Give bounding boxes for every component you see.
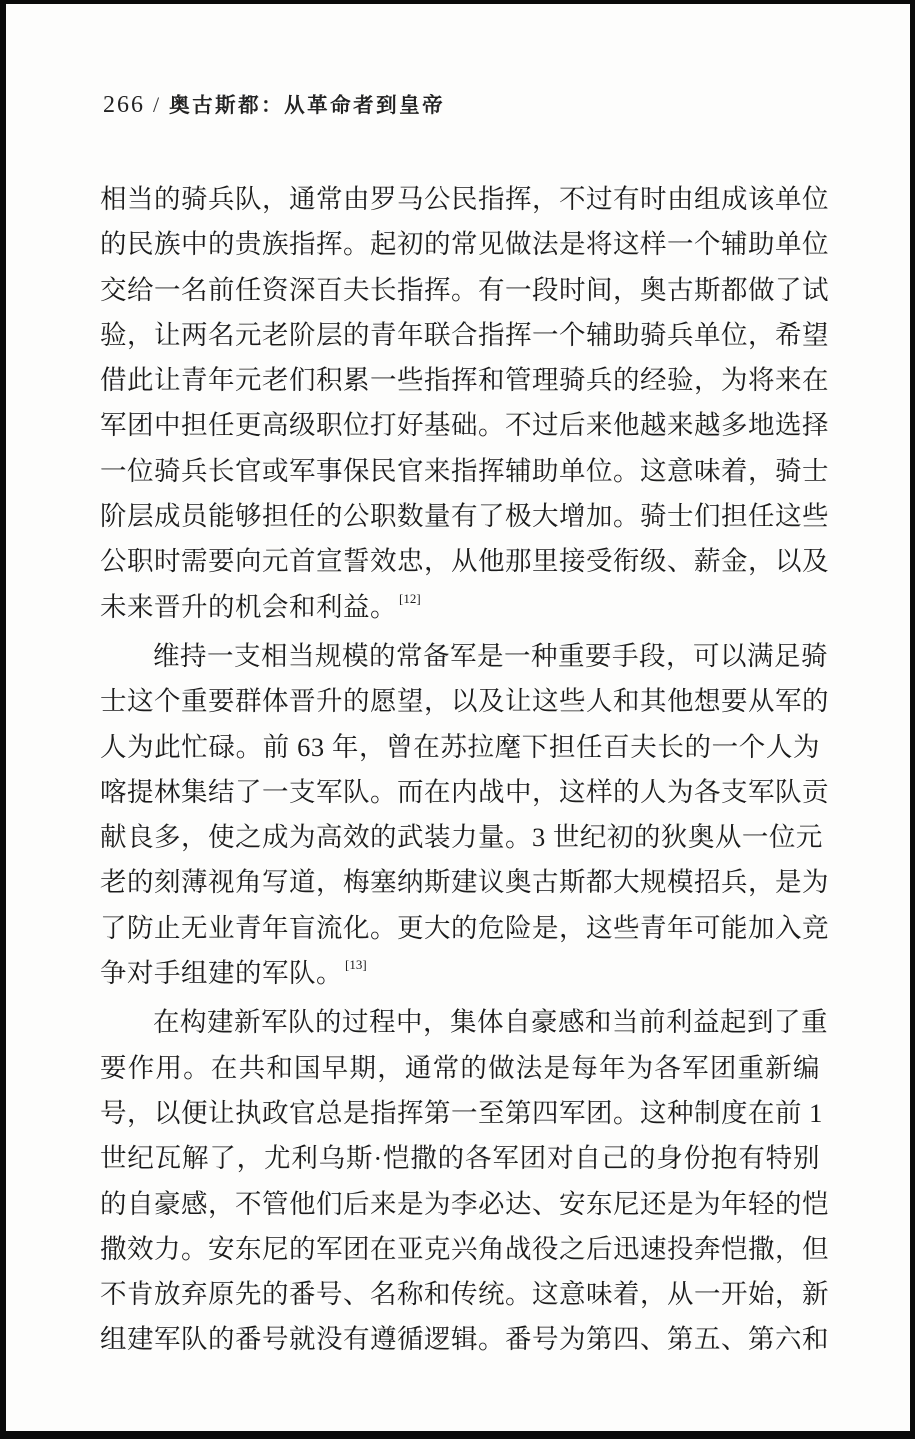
text-line [100, 313, 829, 358]
page-number: 266 [103, 92, 145, 118]
line-text: 相当的骑兵队，通常由罗马公民指挥，不过有时由组成该单位 [100, 184, 829, 214]
line-text: 借此让青年元老们积累一些指挥和管理骑兵的经验，为将来在 [100, 365, 829, 396]
footnote-marker: [12] [399, 590, 421, 606]
text-line [100, 403, 829, 448]
line-text: 老的刻薄视角写道，梅塞纳斯建议奥古斯都大规模招兵，是为 [100, 867, 829, 898]
header-separator: / [153, 92, 160, 117]
text-line [100, 268, 829, 313]
line-text: 喀提林集结了一支军队。而在内战中，这样的人为各支军队贡 [100, 776, 829, 807]
line-text: 维持一支相当规模的常备军是一种重要手段，可以满足骑 [153, 640, 828, 671]
line-text: 人为此忙碌。前 63 年，曾在苏拉麾下担任百夫长的一个人为 [100, 731, 820, 762]
text-line [100, 539, 829, 584]
line-text: 争对手组建的军队。 [100, 958, 343, 989]
text-line [100, 358, 829, 403]
line-text: 士这个重要群体晋升的愿望，以及让这些人和其他想要从军的 [100, 686, 829, 717]
running-head [103, 88, 445, 119]
text-line [100, 860, 829, 905]
line-text: 一位骑兵长官或军事保民官来指挥辅助单位。这意味着，骑士 [100, 455, 829, 486]
text-line [100, 1136, 820, 1181]
text-line [100, 951, 820, 996]
text-line [100, 1000, 828, 1045]
text-line [100, 906, 829, 951]
text-line [100, 725, 820, 770]
line-text: 要作用。在共和国早期，通常的做法是每年为各军团重新编 [100, 1052, 820, 1083]
text-line [100, 177, 829, 222]
text-line [100, 222, 829, 267]
paragraph [100, 634, 829, 996]
line-text: 在构建新军队的过程中，集体自豪感和当前利益起到了重 [153, 1007, 828, 1038]
text-line [100, 1272, 829, 1317]
line-text: 验，让两名元老阶层的青年联合指挥一个辅助骑兵单位，希望 [100, 319, 829, 350]
book-title: 奥古斯都：从革命者到皇帝 [169, 94, 446, 117]
line-text: 了防止无业青年盲流化。更大的危险是，这些青年可能加入竞 [100, 912, 829, 943]
text-line [100, 1182, 829, 1227]
page-body [100, 177, 829, 1363]
text-line [100, 1046, 820, 1091]
line-text: 交给一名前任资深百夫长指挥。有一段时间，奥古斯都做了试 [100, 274, 829, 305]
text-line [100, 679, 829, 724]
line-text: 组建军队的番号就没有遵循逻辑。番号为第四、第五、第六和 [100, 1324, 829, 1355]
line-text: 不肯放弃原先的番号、名称和传统。这意味着，从一开始，新 [100, 1279, 829, 1310]
book-page [6, 4, 910, 1431]
text-line [100, 770, 829, 815]
line-text: 世纪瓦解了，尤利乌斯·恺撒的各军团对自己的身份抱有特别 [100, 1143, 820, 1174]
line-text: 号，以便让执政官总是指挥第一至第四军团。这种制度在前 1 [100, 1097, 823, 1128]
text-line [100, 815, 823, 860]
paragraph [100, 177, 829, 630]
footnote-marker: [13] [345, 957, 367, 973]
text-line [100, 1227, 829, 1272]
line-text: 公职时需要向元首宣誓效忠，从他那里接受衔级、薪金，以及 [100, 546, 829, 577]
line-text: 军团中担任更高级职位打好基础。不过后来他越来越多地选择 [100, 410, 829, 441]
line-text: 撒效力。安东尼的军团在亚克兴角战役之后迅速投奔恺撒，但 [100, 1233, 829, 1264]
line-text: 未来晋升的机会和利益。 [100, 591, 397, 622]
line-text: 阶层成员能够担任的公职数量有了极大增加。骑士们担任这些 [100, 501, 829, 532]
text-line [100, 1317, 829, 1362]
paragraph [100, 1000, 829, 1362]
text-line [100, 1091, 823, 1136]
text-line [100, 585, 820, 630]
line-text: 献良多，使之成为高效的武装力量。3 世纪初的狄奥从一位元 [100, 822, 823, 853]
text-line [100, 494, 829, 539]
line-text: 的自豪感，不管他们后来是为李必达、安东尼还是为年轻的恺 [100, 1188, 829, 1219]
text-line [100, 634, 828, 679]
line-text: 的民族中的贵族指挥。起初的常见做法是将这样一个辅助单位 [100, 229, 829, 260]
text-line [100, 449, 829, 494]
